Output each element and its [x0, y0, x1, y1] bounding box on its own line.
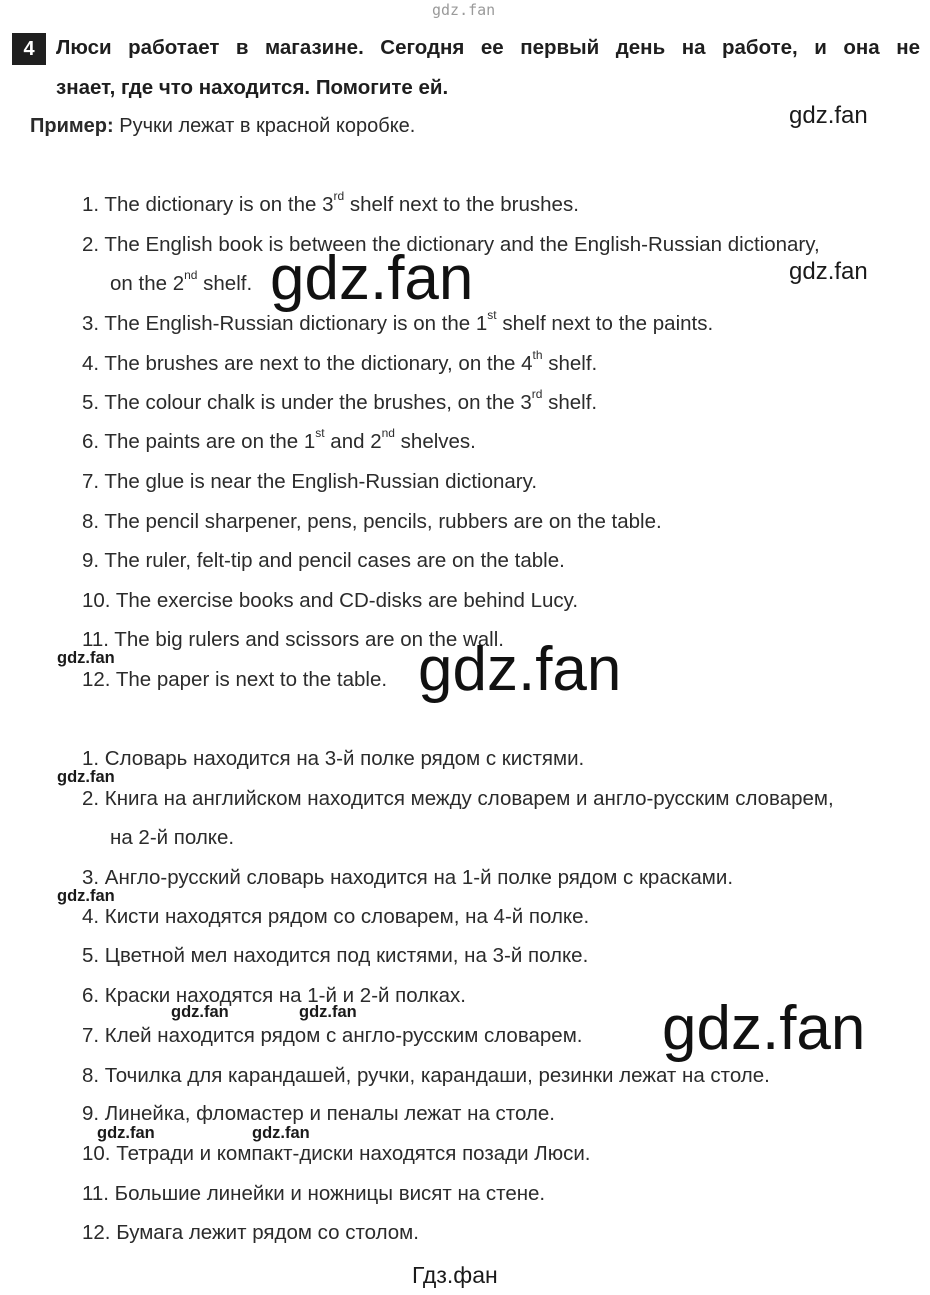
- watermark-large: gdz.fan: [662, 994, 866, 1063]
- item-text: 3. The English-Russian dictionary is on the 1: [82, 312, 488, 335]
- item-text: 8. The pencil sharpener, pens, pencils, rubbers are on the table.: [82, 510, 662, 533]
- russian-list-item: 10. Тетради и компакт-диски находятся позади Люси.: [82, 1142, 591, 1165]
- english-list-item: [82, 426, 476, 454]
- watermark: gdz.fan: [252, 1124, 310, 1142]
- english-list-item: [82, 589, 578, 613]
- item-text: 7. The glue is near the English-Russian dictionary.: [82, 470, 538, 493]
- task-instruction-line-1: Люси работает в магазине. Сегодня ее первый день на работе, и она не: [56, 36, 920, 59]
- item-text: shelves.: [394, 430, 476, 453]
- item-text: 12. The paper is next to the table.: [82, 668, 388, 691]
- item-text: 10. The exercise books and CD-disks are behind Lucy.: [82, 589, 579, 612]
- russian-list-item: 12. Бумага лежит рядом со столом.: [82, 1221, 419, 1244]
- item-text: 2. The English book is between the dictionary and the English-Russian dictionary,: [82, 233, 820, 256]
- item-text: 9. The ruler, felt-tip and pencil cases are on the table.: [82, 549, 565, 572]
- ordinal-suffix: nd: [381, 426, 395, 440]
- english-list-item: [82, 189, 579, 217]
- russian-list-item: 6. Краски находятся на 1-й и 2-й полках.: [82, 984, 466, 1007]
- english-list-item: [82, 668, 387, 692]
- example-text: Ручки лежат в красной коробке.: [119, 115, 416, 137]
- item-text: 4. The brushes are next to the dictionary, on the 4: [82, 352, 533, 375]
- item-text: shelf next to the brushes.: [344, 193, 579, 216]
- english-list-item: [82, 510, 662, 534]
- item-text: shelf.: [542, 352, 598, 375]
- example-label: Пример:: [30, 115, 114, 137]
- english-list-item: [82, 387, 598, 415]
- task-instruction-line-2: знает, где что находится. Помогите ей.: [56, 76, 449, 99]
- ordinal-suffix: th: [532, 348, 543, 362]
- russian-list-item: 11. Большие линейки и ножницы висят на стене.: [82, 1182, 546, 1205]
- watermark: gdz.fan: [97, 1124, 155, 1142]
- russian-list-item: 1. Словарь находится на 3-й полке рядом с кистями.: [82, 747, 585, 770]
- item-text: shelf.: [542, 391, 598, 414]
- russian-list-item: 7. Клей находится рядом с англо-русским словарем.: [82, 1024, 583, 1047]
- ordinal-suffix: st: [315, 426, 325, 440]
- russian-list-item: 9. Линейка, фломастер и пеналы лежат на столе.: [82, 1102, 555, 1125]
- english-list-item: [110, 268, 253, 296]
- item-text: shelf.: [197, 272, 253, 295]
- ordinal-suffix: st: [487, 308, 497, 322]
- english-list-item: [82, 348, 598, 376]
- watermark: gdz.fan: [789, 258, 868, 285]
- watermark: gdz.fan: [171, 1003, 229, 1021]
- item-text: 11. The big rulers and scissors are on the wall.: [82, 628, 504, 651]
- task-number-badge: 4: [12, 33, 46, 65]
- watermark-large: gdz.fan: [418, 635, 622, 704]
- watermark-large: gdz.fan: [270, 244, 474, 313]
- russian-list-item: 8. Точилка для карандашей, ручки, карандаши, резинки лежат на столе.: [82, 1064, 770, 1087]
- example-line: [30, 115, 415, 138]
- russian-list-item: на 2-й полке.: [110, 826, 235, 849]
- watermark: gdz.fan: [57, 887, 115, 905]
- english-list-item: [82, 308, 714, 336]
- ordinal-suffix: nd: [184, 268, 198, 282]
- russian-list-item: 5. Цветной мел находится под кистями, на 3-й полке.: [82, 944, 589, 967]
- english-list-item: [82, 549, 565, 573]
- item-text: 5. The colour chalk is under the brushes, on the 3: [82, 391, 532, 414]
- watermark: gdz.fan: [299, 1003, 357, 1021]
- item-text: on the 2: [110, 272, 185, 295]
- english-list-item: [82, 470, 537, 494]
- watermark: gdz.fan: [789, 102, 868, 129]
- footer-watermark: Гдз.фан: [412, 1262, 498, 1288]
- ordinal-suffix: rd: [333, 189, 345, 203]
- ordinal-suffix: rd: [531, 387, 543, 401]
- russian-list-item: 4. Кисти находятся рядом со словарем, на 4-й полке.: [82, 905, 590, 928]
- watermark: gdz.fan: [57, 768, 115, 786]
- watermark: gdz.fan: [57, 649, 115, 667]
- item-text: 1. The dictionary is on the 3: [82, 193, 334, 216]
- russian-list-item: 3. Англо-русский словарь находится на 1-й полке рядом с красками.: [82, 866, 734, 889]
- item-text: 6. The paints are on the 1: [82, 430, 316, 453]
- watermark-top: gdz.fan: [432, 1, 496, 19]
- item-text: shelf next to the paints.: [496, 312, 714, 335]
- russian-list-item: 2. Книга на английском находится между словарем и англо-русским словарем,: [82, 787, 834, 810]
- item-text: and 2: [324, 430, 382, 453]
